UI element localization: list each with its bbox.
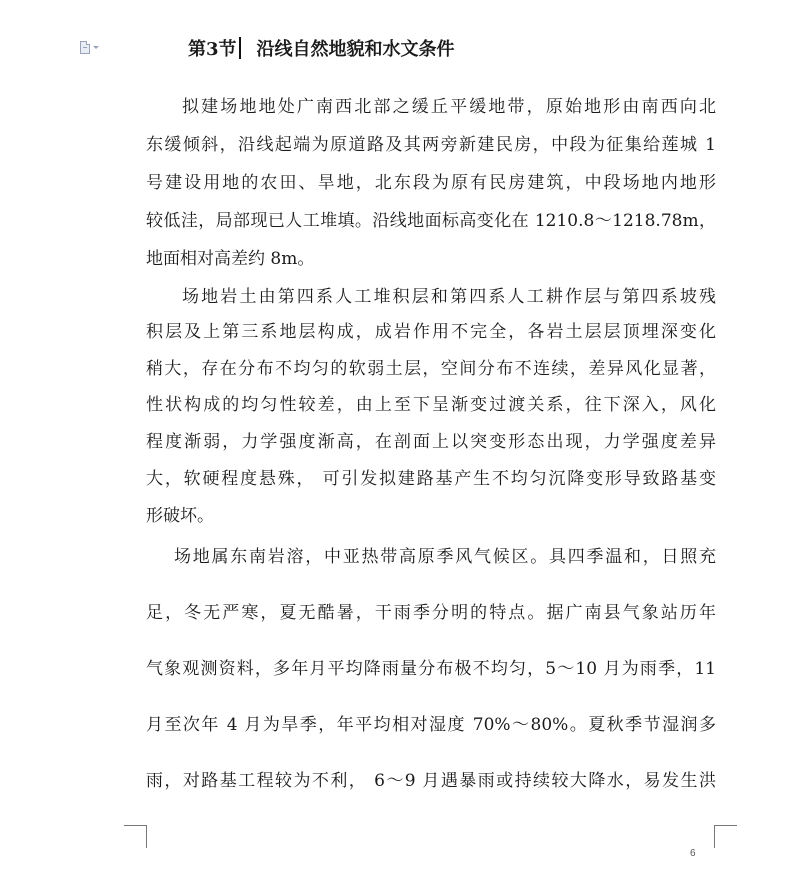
- paragraph-line: 场地属东南岩溶，中亚热带高原季风气候区。具四季温和，日照充: [174, 547, 716, 567]
- section-heading: [188, 34, 455, 62]
- margin-corner-left: [124, 825, 147, 848]
- document-icon[interactable]: [80, 40, 106, 54]
- paragraph-line: 程度渐弱，力学强度渐高，在剖面上以突变形态出现，力学强度差异: [146, 432, 716, 452]
- paragraph-line: 积层及上第三系地层构成，成岩作用不完全，各岩土层层顶埋深变化: [146, 322, 716, 342]
- paragraph-line: 较低洼，局部现已人工堆填。沿线地面标高变化在 1210.8～1218.78m，: [146, 211, 716, 231]
- page-icon: [80, 41, 90, 54]
- section-title: 沿线自然地貌和水文条件: [256, 39, 455, 60]
- paragraph-line: 拟建场地地处广南西北部之缓丘平缓地带，原始地形由南西向北: [182, 97, 716, 117]
- section-number: 第3节: [188, 39, 237, 60]
- paragraph-line: 大，软硬程度悬殊， 可引发拟建路基产生不均匀沉降变形导致路基变: [146, 469, 716, 489]
- text-cursor: [239, 37, 241, 59]
- paragraph-line: 场地岩土由第四系人工堆积层和第四系人工耕作层与第四系坡残: [182, 287, 716, 307]
- paragraph-line: 东缓倾斜，沿线起端为原道路及其两旁新建民房，中段为征集给莲城 1: [146, 135, 716, 155]
- margin-corner-right: [714, 825, 737, 848]
- paragraph-line: 月至次年 4 月为旱季，年平均相对湿度 70%～80%。夏秋季节湿润多: [146, 715, 716, 735]
- paragraph-line: 雨，对路基工程较为不利， 6～9 月遇暴雨或持续较大降水，易发生洪: [146, 771, 716, 791]
- paragraph-line: 稍大，存在分布不均匀的软弱土层，空间分布不连续，差异风化显著，: [146, 359, 716, 379]
- paragraph-line: 号建设用地的农田、旱地，北东段为原有民房建筑，中段场地内地形: [146, 173, 716, 193]
- page-number: 6: [690, 848, 696, 859]
- paragraph-line: 性状构成的均匀性较差，由上至下呈渐变过渡关系，往下深入，风化: [146, 395, 716, 415]
- paragraph-line: 足，冬无严寒，夏无酷暑，干雨季分明的特点。据广南县气象站历年: [146, 603, 716, 623]
- paragraph-line: 形破坏。: [146, 506, 214, 526]
- chevron-down-icon: [93, 46, 99, 49]
- paragraph-line: 气象观测资料，多年月平均降雨量分布极不均匀，5～10 月为雨季，11: [146, 659, 716, 679]
- paragraph-line: 地面相对高差约 8m。: [146, 249, 315, 269]
